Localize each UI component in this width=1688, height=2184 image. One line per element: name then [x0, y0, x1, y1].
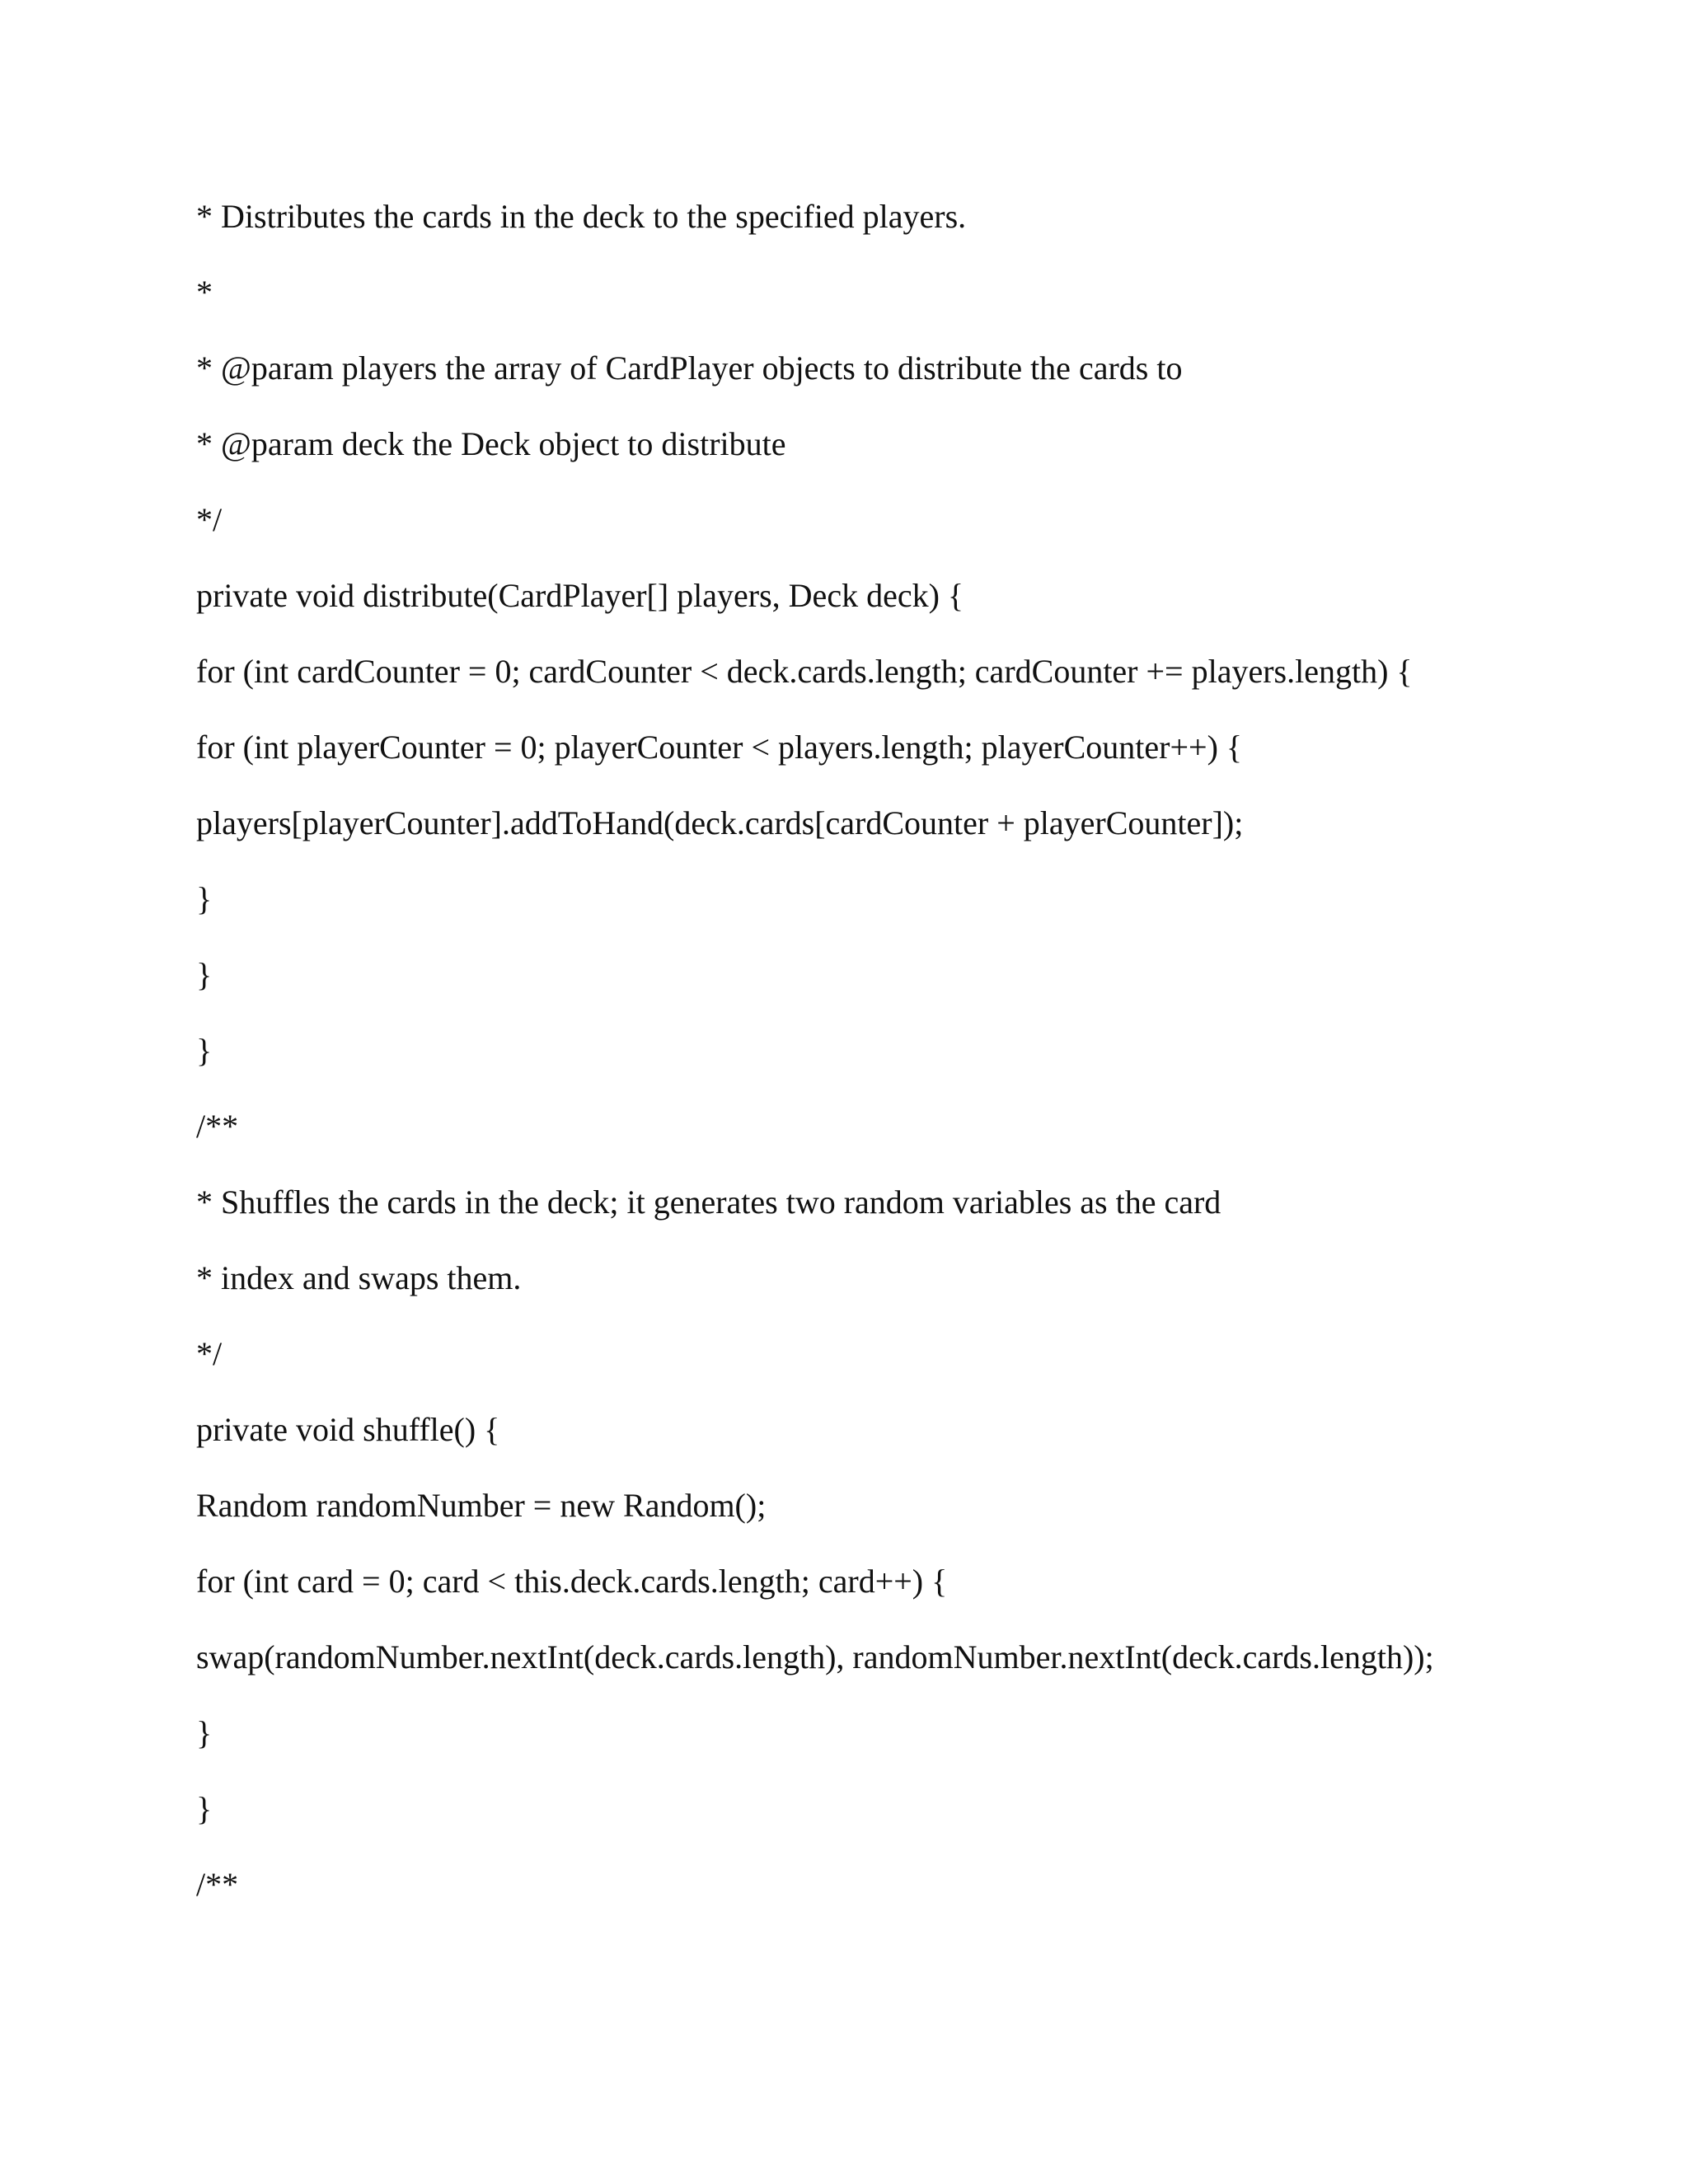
text-line: }	[196, 1032, 213, 1069]
text-line: }	[196, 1714, 213, 1751]
text-line: * @param players the array of CardPlayer objects to distribute the cards to	[196, 349, 1183, 387]
text-line: }	[196, 956, 213, 993]
text-line: private void distribute(CardPlayer[] players, Deck deck) {	[196, 577, 964, 614]
text-line: * index and swaps them.	[196, 1259, 522, 1296]
text-line: * Shuffles the cards in the deck; it generates two random variables as the card	[196, 1183, 1221, 1221]
text-line: */	[196, 1335, 223, 1372]
text-line: */	[196, 501, 223, 538]
text-line: * @param deck the Deck object to distribute	[196, 425, 786, 462]
text-line: }	[196, 880, 213, 917]
text-line: /**	[196, 1108, 239, 1145]
text-line: private void shuffle() {	[196, 1411, 500, 1448]
text-line: for (int cardCounter = 0; cardCounter < deck.cards.length; cardCounter += players.length) {	[196, 653, 1413, 690]
code-text-block	[196, 190, 1434, 1933]
text-line: players[playerCounter].addToHand(deck.cards[cardCounter + playerCounter]);	[196, 804, 1244, 841]
text-line: *	[196, 274, 213, 311]
text-line: * Distributes the cards in the deck to the specified players.	[196, 198, 967, 235]
text-line: for (int card = 0; card < this.deck.cards.length; card++) {	[196, 1563, 948, 1600]
text-line: }	[196, 1790, 213, 1827]
text-line: /**	[196, 1866, 239, 1903]
text-line: for (int playerCounter = 0; playerCounter < players.length; playerCounter++) {	[196, 729, 1243, 766]
text-line: swap(randomNumber.nextInt(deck.cards.length), randomNumber.nextInt(deck.cards.length));	[196, 1638, 1434, 1675]
text-line: Random randomNumber = new Random();	[196, 1487, 767, 1524]
